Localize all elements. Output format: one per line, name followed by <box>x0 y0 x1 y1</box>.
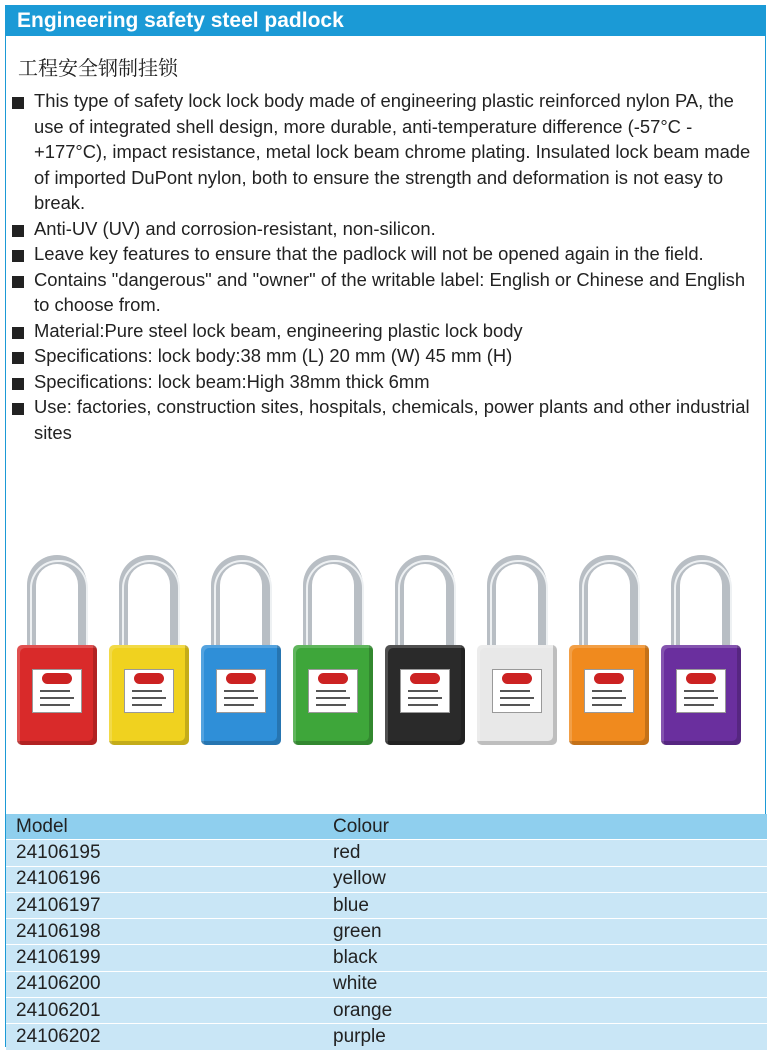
feature-item: This type of safety lock lock body made of engineering plastic reinforced nylon PA, the use of integrated shell design, more durable, anti-temperature difference (-57°C - +177°C), impact resistance, metal lock beam chrome plating. Insulated lock beam made of imported DuPont nylon, both to ensure the strength and deformation is not easy to break. <box>10 88 765 216</box>
label-text-line <box>592 704 622 706</box>
label-text-line <box>40 690 70 692</box>
danger-tag-shape <box>226 673 256 684</box>
label-text-line <box>224 704 254 706</box>
feature-item: Specifications: lock body:38 mm (L) 20 mm (W) 45 mm (H) <box>10 343 765 369</box>
padlock-body <box>661 645 741 745</box>
padlock-illustration <box>201 553 281 753</box>
danger-label <box>492 669 542 713</box>
padlock-illustration <box>661 553 741 753</box>
label-text-line <box>684 697 718 699</box>
danger-tag-shape <box>410 673 440 684</box>
model-cell: 24106197 <box>6 892 323 918</box>
colour-cell: blue <box>323 892 767 918</box>
model-cell: 24106198 <box>6 919 323 945</box>
table-header-row <box>6 814 767 840</box>
danger-tag-shape <box>686 673 716 684</box>
padlock-body <box>293 645 373 745</box>
colour-cell: white <box>323 971 767 997</box>
label-text-line <box>592 697 626 699</box>
danger-label <box>400 669 450 713</box>
feature-item: Anti-UV (UV) and corrosion-resistant, non-silicon. <box>10 216 765 242</box>
label-text-line <box>408 690 438 692</box>
padlock-product-image <box>17 553 757 753</box>
padlock-body <box>569 645 649 745</box>
label-text-line <box>132 697 166 699</box>
feature-item: Leave key features to ensure that the padlock will not be opened again in the field. <box>10 241 765 267</box>
padlock-shackle <box>395 555 455 655</box>
padlock-shackle <box>579 555 639 655</box>
label-text-line <box>224 690 254 692</box>
label-text-line <box>500 690 530 692</box>
model-cell: 24106195 <box>6 840 323 866</box>
colour-cell: orange <box>323 998 767 1024</box>
padlock-illustration <box>109 553 189 753</box>
padlock-illustration <box>569 553 649 753</box>
model-colour-table <box>6 814 767 1051</box>
model-cell: 24106200 <box>6 971 323 997</box>
feature-list <box>10 88 765 445</box>
feature-item: Contains "dangerous" and "owner" of the writable label: English or Chinese and English to choose from. <box>10 267 765 318</box>
label-text-line <box>408 704 438 706</box>
padlock-body <box>109 645 189 745</box>
padlock-shackle <box>303 555 363 655</box>
padlock-body <box>17 645 97 745</box>
colour-cell: yellow <box>323 866 767 892</box>
table-row <box>6 840 767 866</box>
danger-label <box>216 669 266 713</box>
danger-tag-shape <box>502 673 532 684</box>
header-model: Model <box>6 814 323 840</box>
page-title: Engineering safety steel padlock <box>6 6 765 36</box>
padlock-illustration <box>293 553 373 753</box>
label-text-line <box>316 697 350 699</box>
table-row <box>6 919 767 945</box>
label-text-line <box>684 690 714 692</box>
label-text-line <box>132 690 162 692</box>
colour-cell: purple <box>323 1024 767 1050</box>
table-row <box>6 945 767 971</box>
label-text-line <box>500 697 534 699</box>
table-row <box>6 892 767 918</box>
feature-item: Material:Pure steel lock beam, engineering plastic lock body <box>10 318 765 344</box>
colour-cell: green <box>323 919 767 945</box>
label-text-line <box>132 704 162 706</box>
model-cell: 24106202 <box>6 1024 323 1050</box>
danger-label <box>32 669 82 713</box>
padlock-body <box>477 645 557 745</box>
label-text-line <box>316 690 346 692</box>
danger-tag-shape <box>318 673 348 684</box>
table-row <box>6 971 767 997</box>
padlock-shackle <box>119 555 179 655</box>
padlock-body <box>385 645 465 745</box>
padlock-illustration <box>385 553 465 753</box>
danger-tag-shape <box>594 673 624 684</box>
padlock-illustration <box>477 553 557 753</box>
feature-item: Use: factories, construction sites, hospitals, chemicals, power plants and other industrial sites <box>10 394 765 445</box>
danger-label <box>676 669 726 713</box>
label-text-line <box>592 690 622 692</box>
header-colour: Colour <box>323 814 767 840</box>
danger-tag-shape <box>42 673 72 684</box>
colour-cell: red <box>323 840 767 866</box>
label-text-line <box>40 704 70 706</box>
padlock-shackle <box>487 555 547 655</box>
padlock-shackle <box>211 555 271 655</box>
chinese-title: 工程安全钢制挂锁 <box>18 56 178 80</box>
model-cell: 24106196 <box>6 866 323 892</box>
padlock-body <box>201 645 281 745</box>
danger-label <box>124 669 174 713</box>
padlock-shackle <box>671 555 731 655</box>
label-text-line <box>408 697 442 699</box>
colour-cell: black <box>323 945 767 971</box>
label-text-line <box>224 697 258 699</box>
table-row <box>6 998 767 1024</box>
label-text-line <box>684 704 714 706</box>
danger-tag-shape <box>134 673 164 684</box>
label-text-line <box>40 697 74 699</box>
danger-label <box>308 669 358 713</box>
model-cell: 24106201 <box>6 998 323 1024</box>
label-text-line <box>500 704 530 706</box>
label-text-line <box>316 704 346 706</box>
padlock-shackle <box>27 555 87 655</box>
model-cell: 24106199 <box>6 945 323 971</box>
danger-label <box>584 669 634 713</box>
padlock-illustration <box>17 553 97 753</box>
feature-item: Specifications: lock beam:High 38mm thick 6mm <box>10 369 765 395</box>
table-row <box>6 866 767 892</box>
table-row <box>6 1024 767 1050</box>
